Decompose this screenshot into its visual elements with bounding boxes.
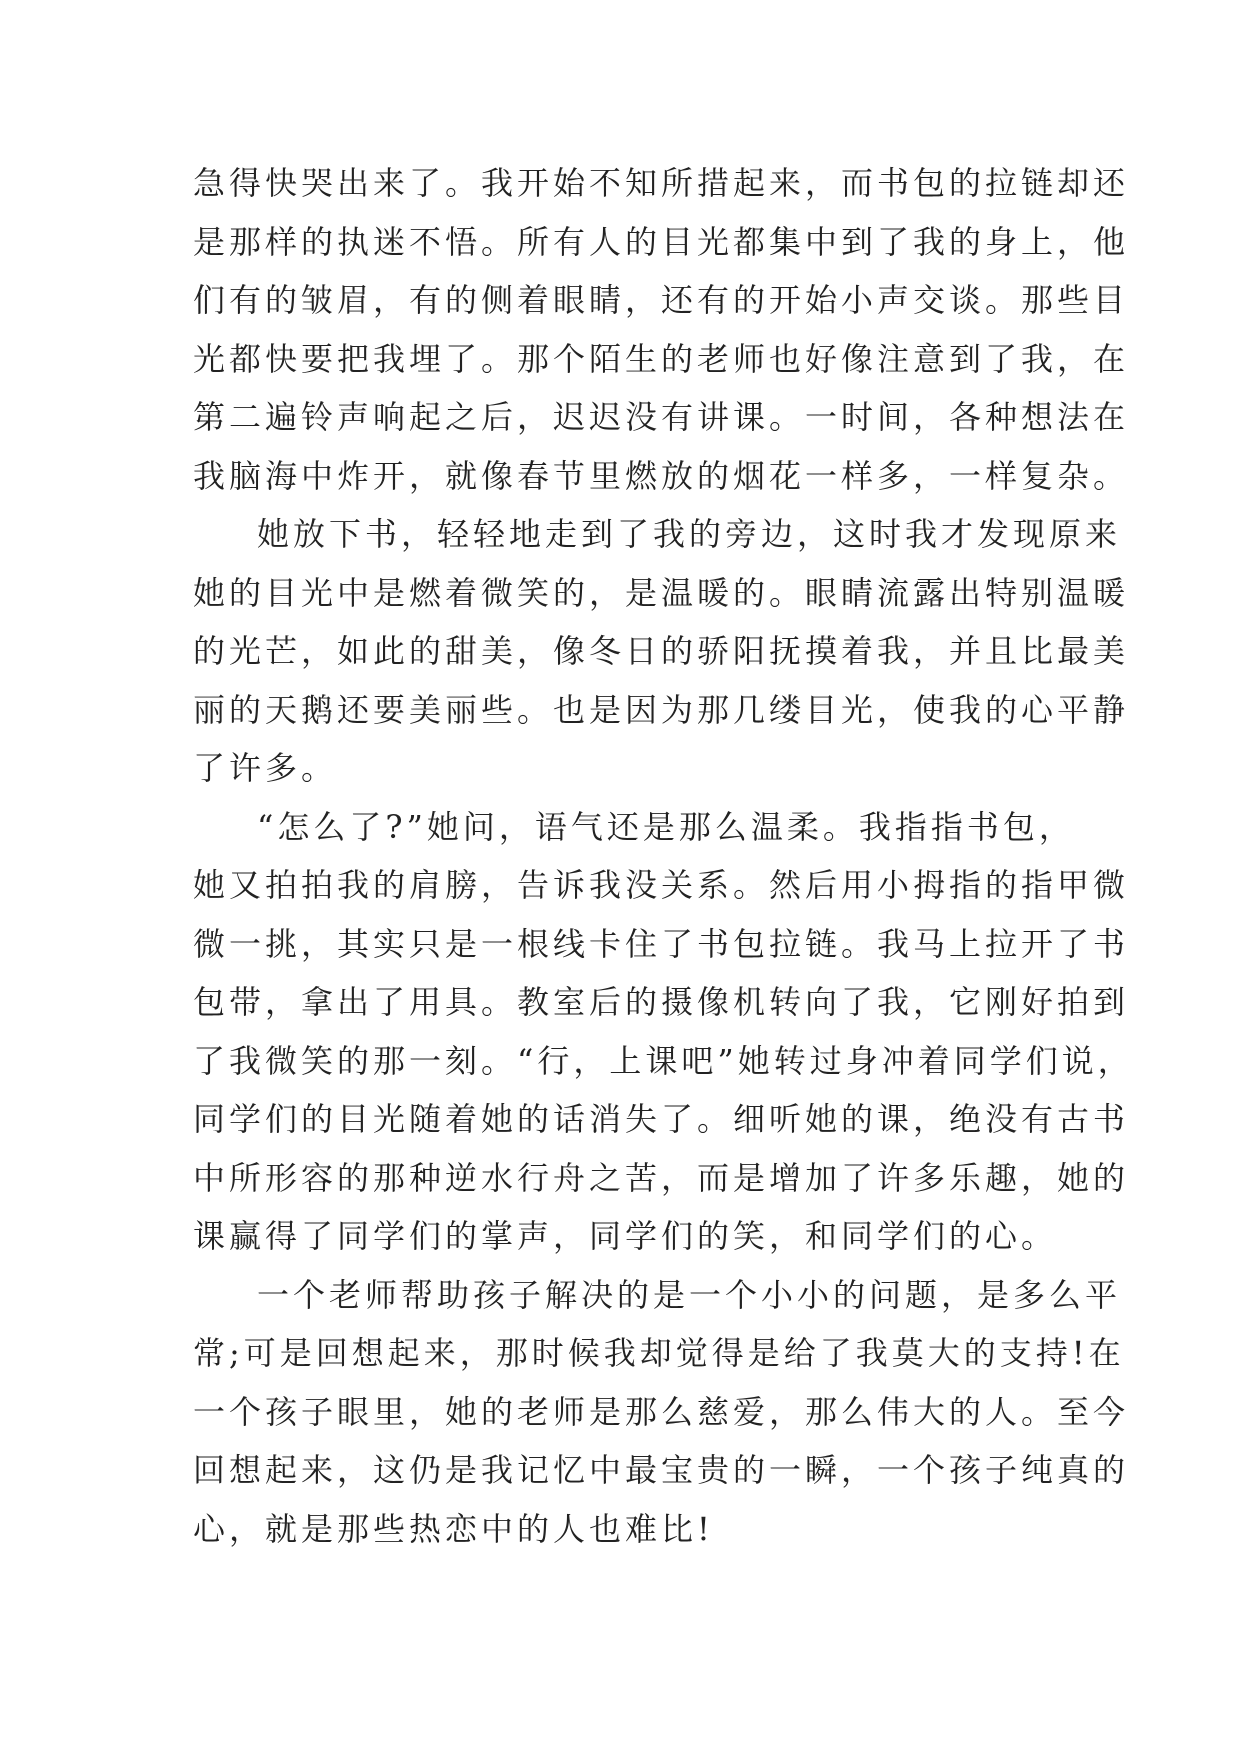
text-line: 的光芒，如此的甜美，像冬日的骄阳抚摸着我，并且比最美 (193, 632, 1130, 670)
text-line: 课赢得了同学们的掌声，同学们的笑，和同学们的心。 (193, 1217, 1058, 1255)
text-line: 们有的皱眉，有的侧着眼睛，还有的开始小声交谈。那些目 (193, 281, 1130, 319)
text-line: 了我微笑的那一刻。“行，上课吧”她转过身冲着同学们说， (193, 1041, 1134, 1080)
text-line: 包带，拿出了用具。教室后的摄像机转向了我，它刚好拍到 (193, 983, 1130, 1021)
text-line: 常;可是回想起来，那时候我却觉得是给了我莫大的支持!在 (193, 1334, 1125, 1372)
text-line: 中所形容的那种逆水行舟之苦，而是增加了许多乐趣，她的 (193, 1158, 1130, 1197)
text-line: 是那样的执迷不悟。所有人的目光都集中到了我的身上，他 (193, 222, 1130, 261)
text-line: 急得快哭出来了。我开始不知所措起来，而书包的拉链却还 (193, 164, 1130, 202)
text-line: 一个老师帮助孩子解决的是一个小小的问题，是多么平 (257, 1275, 1122, 1314)
body-text (193, 154, 1134, 1558)
text-line: 了许多。 (193, 749, 338, 787)
text-line: 回想起来，这仍是我记忆中最宝贵的一瞬，一个孩子纯真的 (193, 1451, 1130, 1489)
text-line: 她放下书，轻轻地走到了我的旁边，这时我才发现原来 (257, 515, 1122, 553)
text-line: 光都快要把我埋了。那个陌生的老师也好像注意到了我，在 (193, 339, 1130, 378)
text-line: 我脑海中炸开，就像春节里燃放的烟花一样多，一样复杂。 (193, 456, 1130, 495)
text-line: 微一挑，其实只是一根线卡住了书包拉链。我马上拉开了书 (193, 924, 1130, 963)
text-line: 心，就是那些热恋中的人也难比! (193, 1509, 714, 1548)
text-line: “怎么了?”她问，语气还是那么温柔。我指指书包， (257, 807, 1075, 846)
text-line: 丽的天鹅还要美丽些。也是因为那几缕目光，使我的心平静 (193, 690, 1130, 729)
text-line: 一个孩子眼里，她的老师是那么慈爱，那么伟大的人。至今 (193, 1392, 1130, 1431)
text-line: 第二遍铃声响起之后，迟迟没有讲课。一时间，各种想法在 (193, 398, 1130, 436)
text-line: 她又拍拍我的肩膀，告诉我没关系。然后用小拇指的指甲微 (193, 866, 1130, 904)
text-line: 她的目光中是燃着微笑的，是温暖的。眼睛流露出特别温暖 (193, 573, 1130, 612)
text-line: 同学们的目光随着她的话消失了。细听她的课，绝没有古书 (193, 1100, 1130, 1138)
